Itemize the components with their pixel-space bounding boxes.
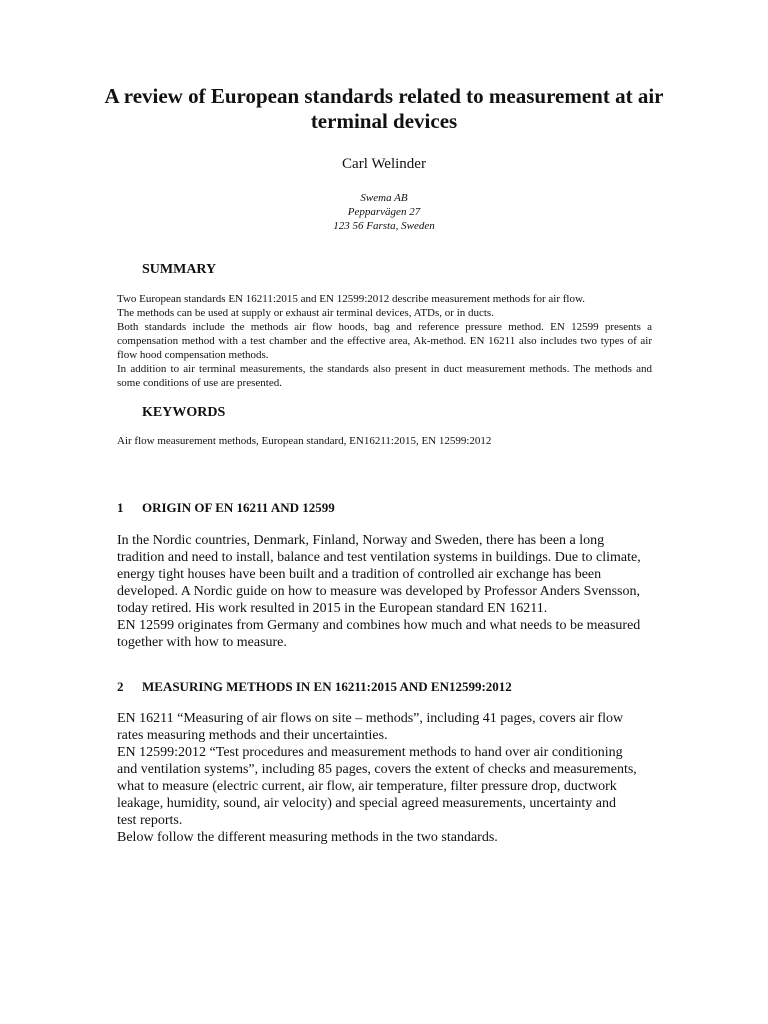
summary-text — [117, 292, 652, 390]
body-paragraph: In the Nordic countries, Denmark, Finland, Norway and Sweden, there has been a long tradition and need to install, balance and test ventilation systems in buildings. Due to climate, energy tight houses have been built and a tradition of controlled air exchange has been developed. A Nordic guide on how to measure was developed by Professor Anders Svensson, today retired. His work resulted in 2015 in the European standard EN 16211. — [117, 533, 641, 616]
author-affiliation — [0, 191, 768, 233]
author-name: Carl Welinder — [342, 156, 426, 172]
keywords-list: Air flow measurement methods, European standard, EN16211:2015, EN 12599:2012 — [117, 435, 492, 447]
section-number: 2 — [117, 679, 124, 694]
summary-paragraph: The methods can be used at supply or exhaust air terminal devices, ATDs, or in ducts. — [117, 307, 494, 319]
section-title: ORIGIN OF EN 16211 AND 12599 — [142, 500, 335, 515]
section-1-body — [117, 532, 652, 651]
summary-paragraph: Both standards include the methods air flow hoods, bag and reference pressure method. EN 12599 presents a compensation method with a test chamber and the effective area, Ak-method. EN 16211 also includes two types of air flow hood compensation methods. — [117, 321, 652, 361]
body-paragraph: EN 12599:2012 “Test procedures and measurement methods to hand over air conditioning and ventilation systems”, including 85 pages, covers the extent of checks and measurements, what to measure (electric current, air flow, air temperature, filter pressure drop, ductwork leakage, humidity, sound, air velocity) and special agreed measurements, uncertainty and test reports. — [117, 745, 637, 828]
section-2-heading — [117, 679, 512, 695]
affiliation-line: 123 56 Farsta, Sweden — [333, 220, 435, 232]
section-title: MEASURING METHODS IN EN 16211:2015 AND EN12599:2012 — [142, 679, 512, 694]
body-paragraph: EN 16211 “Measuring of air flows on site – methods”, including 41 pages, covers air flow rates measuring methods and their uncertainties. — [117, 711, 624, 743]
summary-paragraph: Two European standards EN 16211:2015 and EN 12599:2012 describe measurement methods for air flow. — [117, 293, 585, 305]
body-paragraph: EN 12599 originates from Germany and combines how much and what needs to be measured together with how to measure. — [117, 618, 641, 650]
paper-title: A review of European standards related to measurement at air terminal devices — [104, 84, 664, 133]
section-number: 1 — [117, 500, 124, 515]
keywords-heading: KEYWORDS — [142, 405, 226, 420]
keywords-text — [117, 434, 652, 448]
affiliation-line: Pepparvägen 27 — [347, 206, 421, 218]
summary-paragraph: In addition to air terminal measurements, the standards also present in duct measurement methods. The methods and some conditions of use are presented. — [117, 363, 652, 389]
section-2-body — [117, 710, 637, 846]
affiliation-line: Swema AB — [360, 192, 408, 204]
section-1-heading — [117, 500, 335, 516]
summary-heading: SUMMARY — [142, 262, 217, 277]
body-paragraph: Below follow the different measuring methods in the two standards. — [117, 830, 498, 845]
